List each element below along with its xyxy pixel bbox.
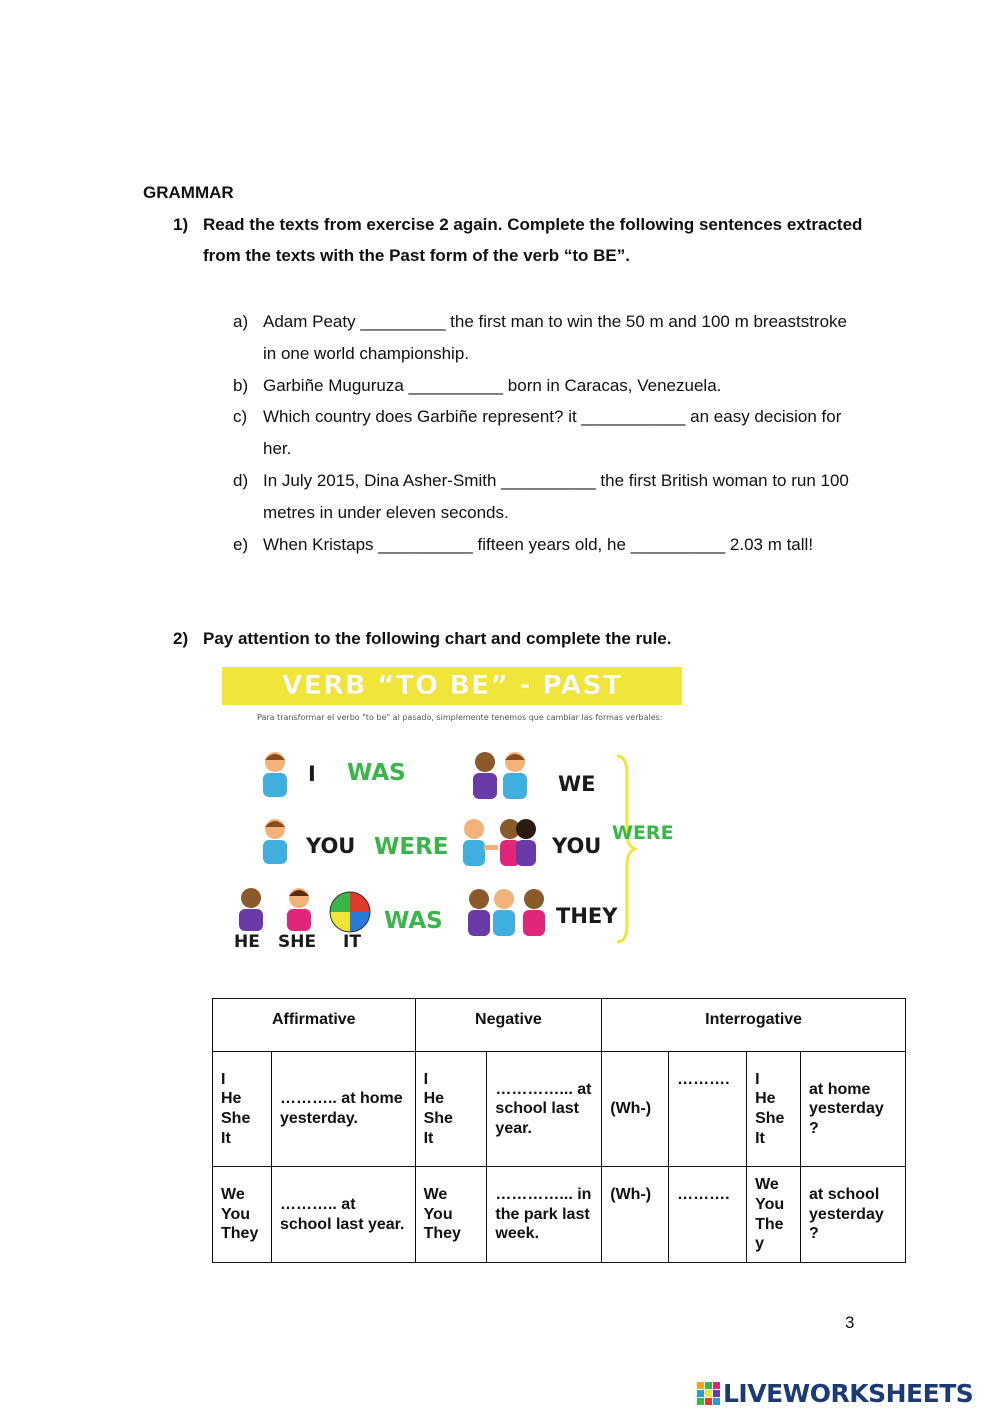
three-kids-figure-icon bbox=[464, 887, 554, 939]
liveworksheets-wordmark: LIVEWORKSHEETS bbox=[723, 1379, 974, 1408]
exercise-item bbox=[233, 306, 853, 370]
negative-blank: …………... in the park last week. bbox=[487, 1167, 602, 1263]
interrogative-text: at school yesterday ? bbox=[801, 1167, 906, 1263]
exercise-text: When Kristaps __________ fifteen years old, he __________ 2.03 m tall! bbox=[263, 534, 814, 554]
interrogative-wh: (Wh-) bbox=[602, 1167, 669, 1263]
pronoun-it: IT bbox=[343, 932, 361, 952]
header-interrogative: Interrogative bbox=[602, 999, 906, 1052]
interrogative-wh: (Wh-) bbox=[602, 1052, 669, 1167]
exercise-text: Which country does Garbiñe represent? it ___________ an easy decision for her. bbox=[263, 407, 842, 459]
header-negative: Negative bbox=[415, 999, 602, 1052]
infographic-subtitle: Para transformar el verbo "to be" al pasado, simplemente tenemos que cambiar las formas verbales: bbox=[257, 713, 663, 722]
table-row bbox=[213, 1052, 906, 1167]
interrogative-subjects: We You The y bbox=[747, 1167, 801, 1263]
girl-figure-icon bbox=[282, 887, 318, 935]
table-header-row bbox=[213, 999, 906, 1052]
pronoun-we: WE bbox=[558, 772, 596, 796]
interrogative-text: at home yesterday ? bbox=[801, 1052, 906, 1167]
interrogative-blank: ………. bbox=[669, 1167, 747, 1263]
ball-icon bbox=[328, 890, 372, 934]
pronoun-he: HE bbox=[234, 932, 260, 952]
exercise-letter: d) bbox=[233, 470, 249, 490]
verb-was-singular: WAS bbox=[347, 760, 406, 786]
grammar-table bbox=[212, 998, 906, 1263]
question-1-text: Read the texts from exercise 2 again. Complete the following sentences extracted from the texts with the Past form of the verb “to BE”. bbox=[203, 215, 863, 265]
infographic-heading: VERB “TO BE” - PAST bbox=[281, 670, 623, 701]
boy-pointing-girls-icon bbox=[460, 817, 540, 869]
page-number: 3 bbox=[845, 1313, 855, 1332]
exercise-item bbox=[233, 529, 853, 561]
pronoun-you-singular: YOU bbox=[306, 834, 356, 858]
pronoun-i: I bbox=[308, 762, 316, 786]
exercise-letter: a) bbox=[233, 312, 249, 331]
two-boys-figure-icon bbox=[468, 750, 538, 802]
verb-to-be-infographic bbox=[210, 662, 698, 957]
table-row bbox=[213, 1167, 906, 1263]
exercise-letter: c) bbox=[233, 407, 248, 427]
interrogative-subjects: I He She It bbox=[747, 1052, 801, 1167]
pronoun-she: SHE bbox=[278, 932, 317, 952]
question-2-text: Pay attention to the following chart and complete the rule. bbox=[203, 629, 672, 648]
liveworksheets-logo-icon bbox=[697, 1382, 720, 1405]
verb-was-third-person: WAS bbox=[384, 908, 443, 934]
exercise-text: In July 2015, Dina Asher-Smith __________ the first British woman to run 100 metres in under eleven seconds. bbox=[263, 470, 849, 522]
exercise-letter: b) bbox=[233, 375, 249, 395]
pronoun-they: THEY bbox=[556, 904, 618, 928]
exercise-item bbox=[233, 401, 853, 465]
verb-were-singular: WERE bbox=[374, 834, 449, 860]
exercise-text: Adam Peaty _________ the first man to win the 50 m and 100 m breaststroke in one world championship. bbox=[263, 312, 848, 363]
negative-blank: …………... at school last year. bbox=[487, 1052, 602, 1167]
exercise-item bbox=[233, 370, 853, 402]
interrogative-blank: ………. bbox=[669, 1052, 747, 1167]
boy-figure-icon bbox=[234, 887, 270, 935]
negative-subjects: We You They bbox=[415, 1167, 487, 1263]
pronoun-you-plural: YOU bbox=[552, 834, 602, 858]
exercise-item bbox=[233, 465, 853, 529]
infographic-banner bbox=[222, 667, 682, 705]
affirmative-subjects: We You They bbox=[213, 1167, 272, 1263]
affirmative-subjects: I He She It bbox=[213, 1052, 272, 1167]
affirmative-blank: ……….. at school last year. bbox=[271, 1167, 415, 1263]
question-1-number: 1) bbox=[173, 215, 189, 234]
header-affirmative: Affirmative bbox=[213, 999, 416, 1052]
affirmative-blank: ……….. at home yesterday. bbox=[271, 1052, 415, 1167]
exercise-text: Garbiñe Muguruza __________ born in Caracas, Venezuela. bbox=[263, 375, 722, 395]
section-title: GRAMMAR bbox=[143, 183, 234, 202]
exercise-letter: e) bbox=[233, 534, 249, 554]
boy-figure-icon bbox=[258, 817, 292, 867]
verb-were-plural: WERE bbox=[612, 822, 674, 844]
negative-subjects: I He She It bbox=[415, 1052, 487, 1167]
exercise-list bbox=[233, 306, 853, 560]
question-2-number: 2) bbox=[173, 629, 189, 648]
boy-figure-icon bbox=[258, 750, 292, 800]
